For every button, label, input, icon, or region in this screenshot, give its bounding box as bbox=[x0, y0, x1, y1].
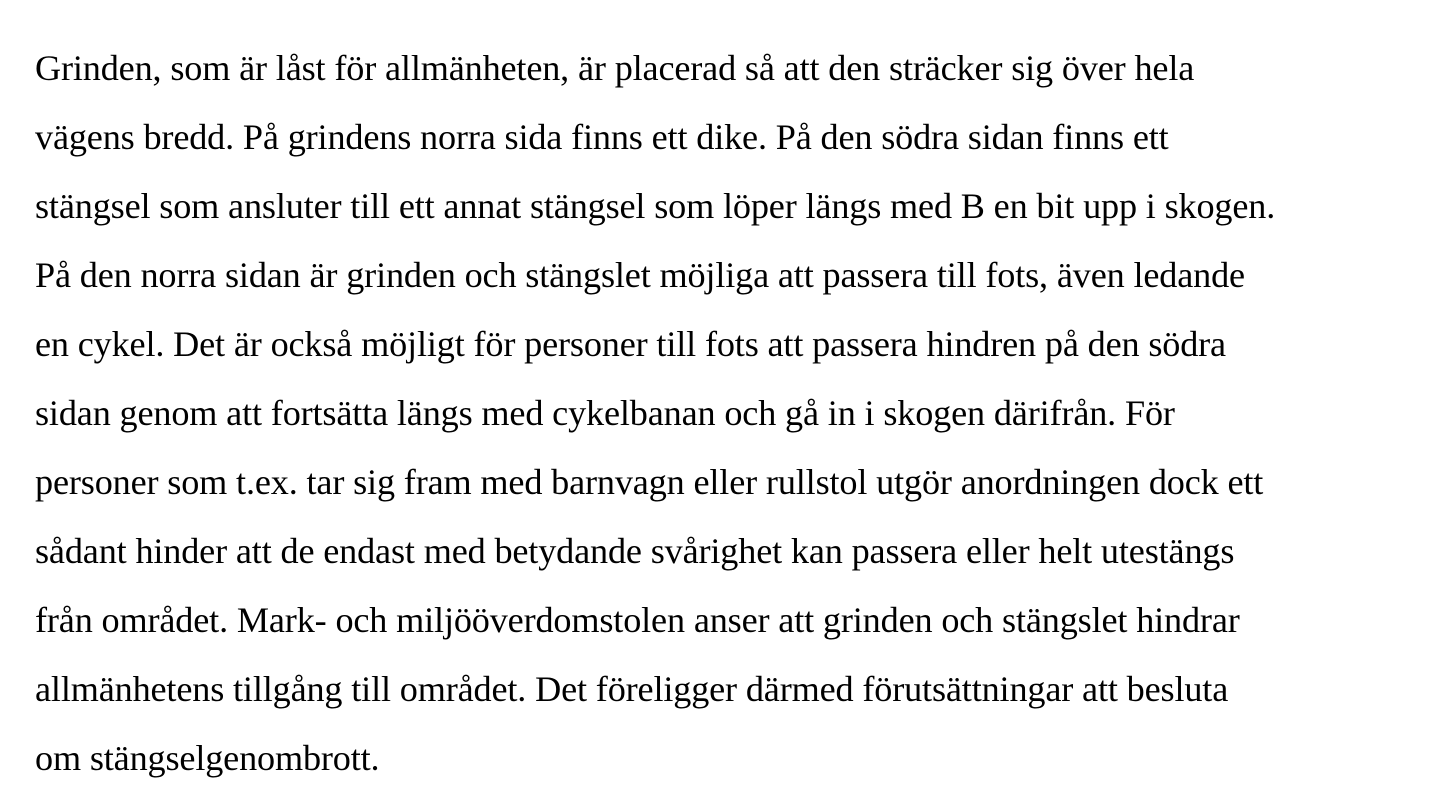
paragraph-line: allmänhetens tillgång till området. Det föreligger därmed förutsättningar att besluta bbox=[35, 669, 1229, 709]
paragraph-line: sidan genom att fortsätta längs med cykelbanan och gå in i skogen därifrån. För bbox=[35, 393, 1175, 433]
paragraph-line: På den norra sidan är grinden och stängslet möjliga att passera till fots, även ledande bbox=[35, 255, 1245, 295]
paragraph-line: en cykel. Det är också möjligt för personer till fots att passera hindren på den södra bbox=[35, 324, 1226, 364]
paragraph-line: Grinden, som är låst för allmänheten, är placerad så att den sträcker sig över hela bbox=[35, 48, 1195, 88]
paragraph-line: vägens bredd. På grindens norra sida finns ett dike. På den södra sidan finns ett bbox=[35, 117, 1169, 157]
body-paragraph bbox=[35, 34, 1442, 793]
paragraph-line: stängsel som ansluter till ett annat stängsel som löper längs med B en bit upp i skogen. bbox=[35, 186, 1276, 226]
paragraph-line: om stängselgenombrott. bbox=[35, 738, 380, 778]
paragraph-line: sådant hinder att de endast med betydande svårighet kan passera eller helt utestängs bbox=[35, 531, 1235, 571]
paragraph-line: personer som t.ex. tar sig fram med barnvagn eller rullstol utgör anordningen dock ett bbox=[35, 462, 1264, 502]
paragraph-line: från området. Mark- och miljööverdomstolen anser att grinden och stängslet hindrar bbox=[35, 600, 1240, 640]
